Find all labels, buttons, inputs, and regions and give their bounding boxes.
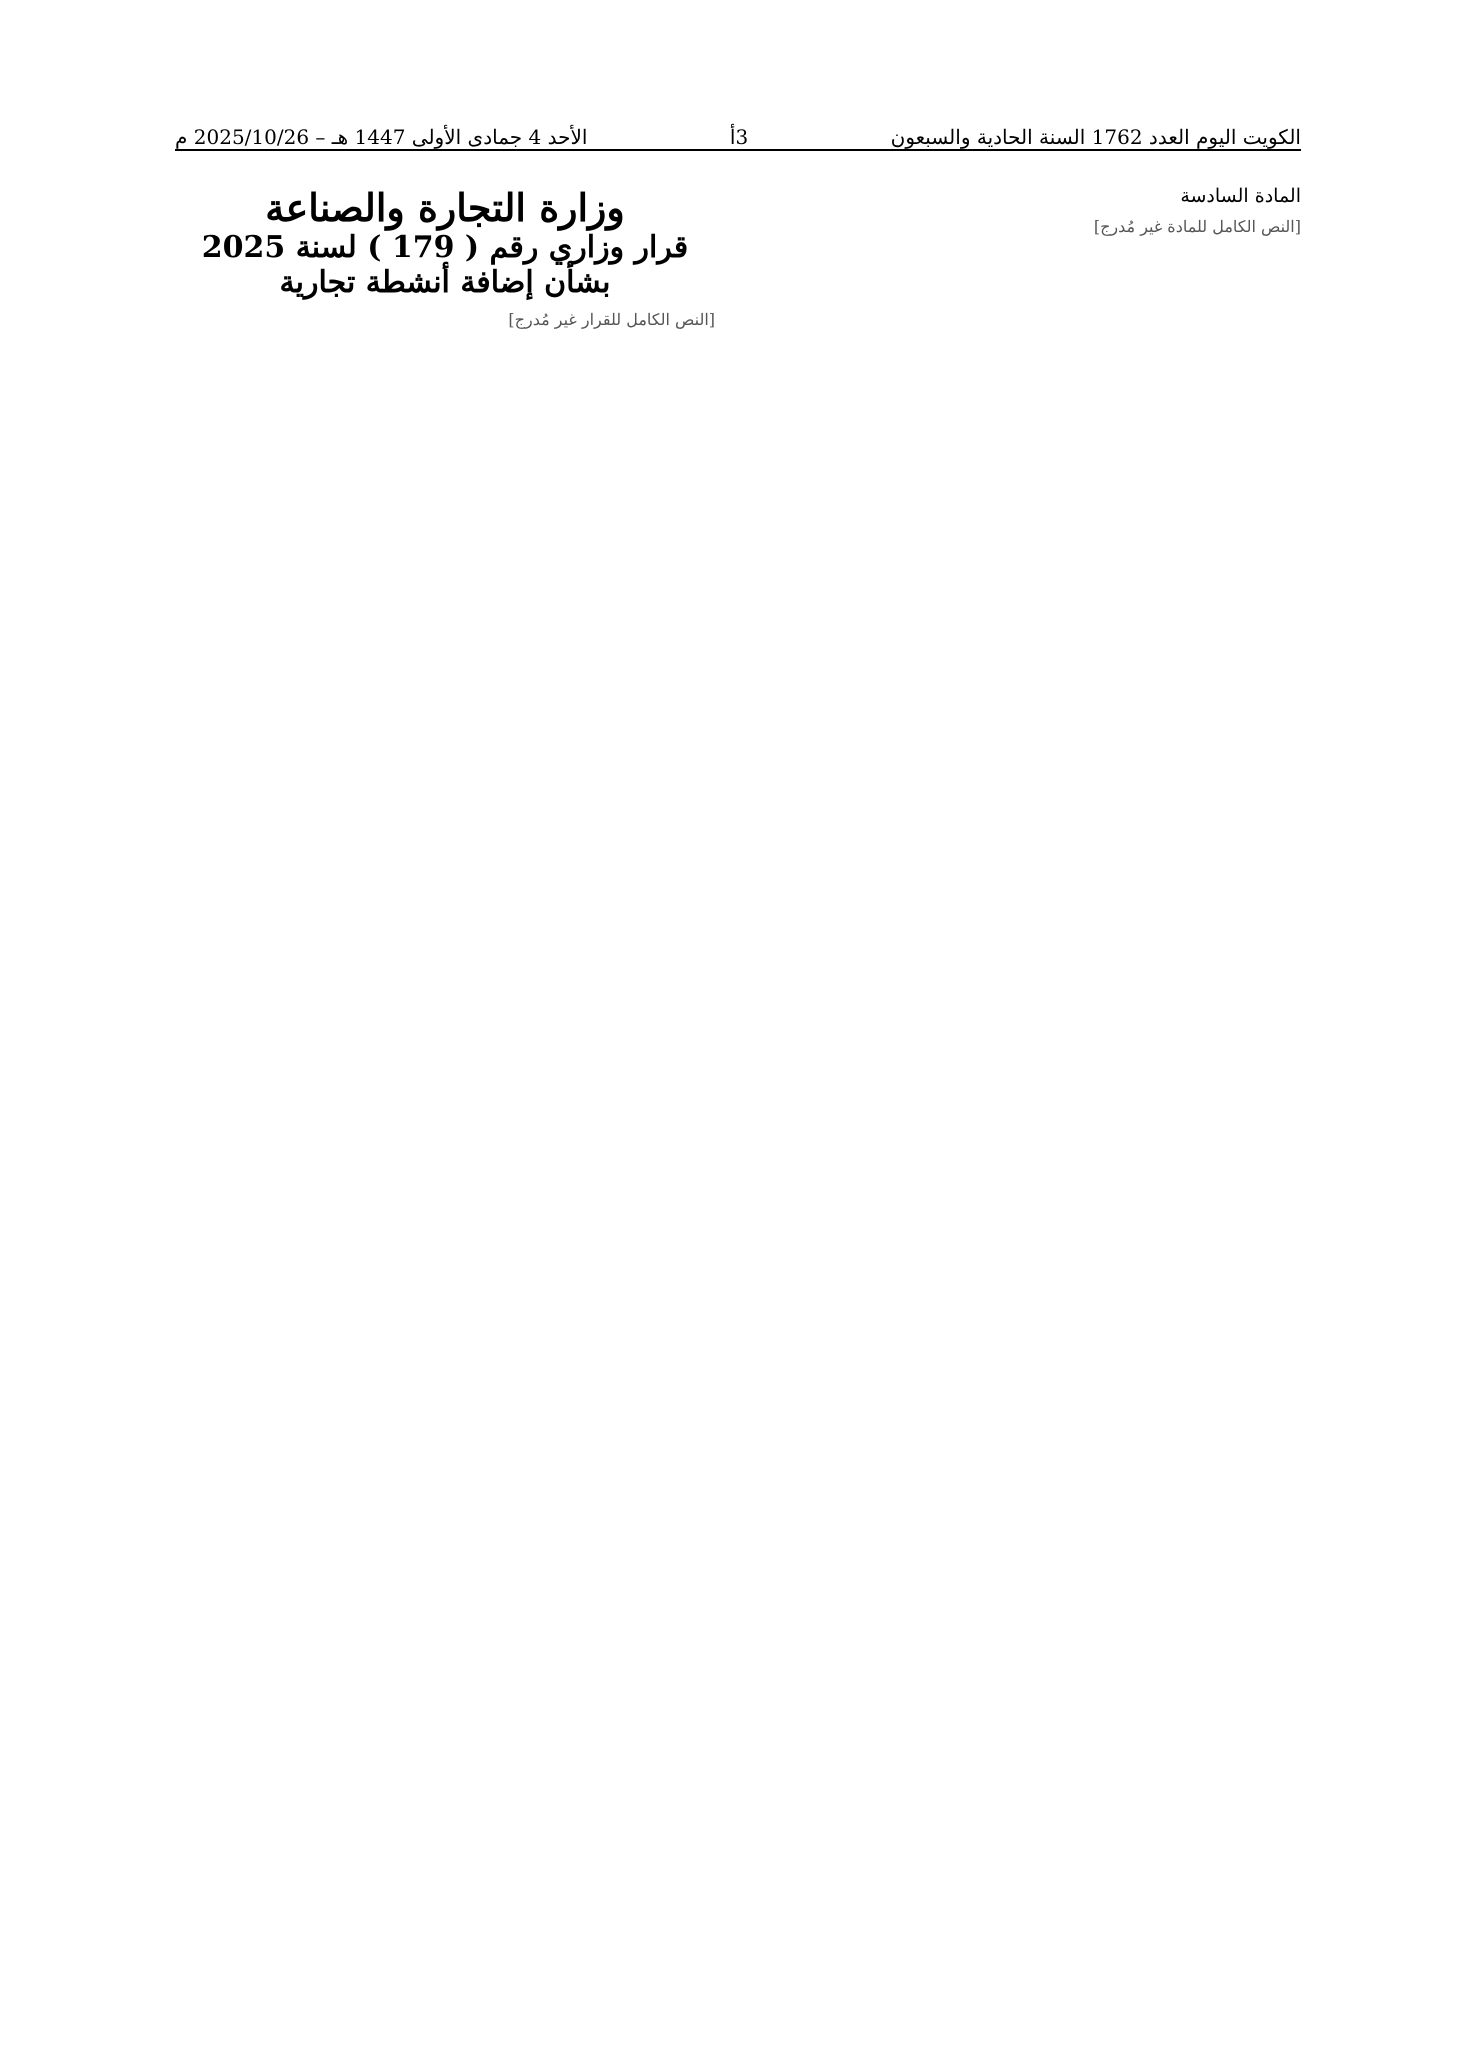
omitted-note: [النص الكامل للقرار غير مُدرج] <box>508 310 715 329</box>
article-title: المادة السادسة <box>1180 185 1301 207</box>
ministry-title: وزارة التجارة والصناعة <box>265 185 625 230</box>
omitted-note: [النص الكامل للمادة غير مُدرج] <box>1093 217 1301 236</box>
header-right: الكويت اليوم العدد 1762 السنة الحادية والسبعون <box>890 125 1301 149</box>
decision-subject: بشأن إضافة أنشطة تجارية <box>279 265 611 300</box>
decision-title: قرار وزاري رقم ( 179 ) لسنة 2025 <box>201 230 689 265</box>
header-center: 3أ <box>729 125 749 149</box>
header-left: الأحد 4 جمادى الأولى 1447 هـ – 2025/10/26 م <box>175 125 588 149</box>
